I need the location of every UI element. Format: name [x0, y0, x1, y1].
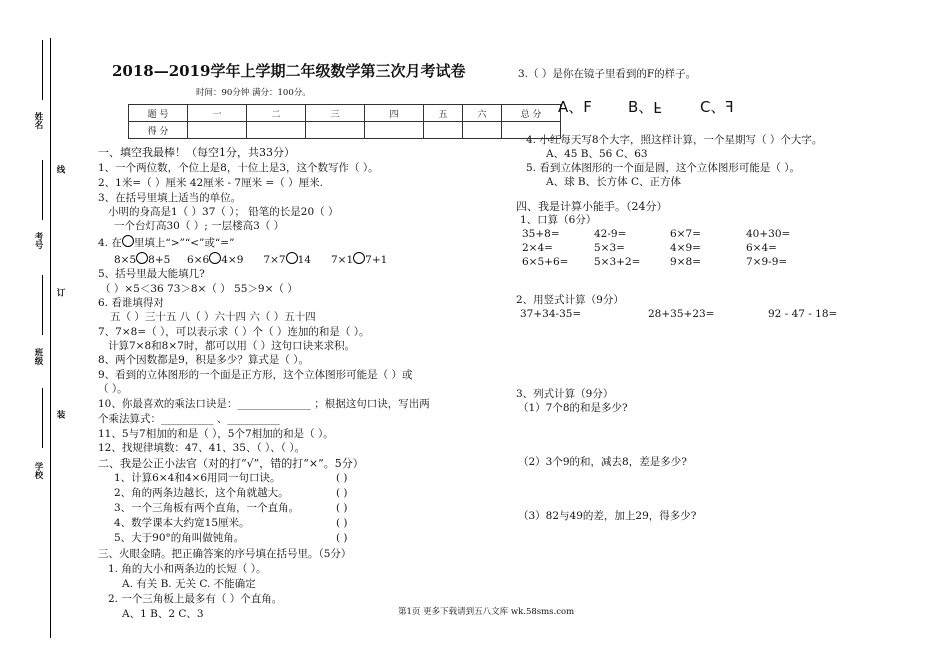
question-6: 6. 看谁填得对: [98, 297, 164, 309]
choice-4-options: A、45 B、56 C、63: [546, 148, 648, 160]
section-1-title: 一、填空我最棒！（每空1分，共33分）: [98, 146, 295, 159]
question-3a: 小明的身高是1（ ）37（ ）； 铅笔的长是20（ ）: [108, 206, 339, 218]
judge-5: 5、大于90°的角叫做钝角。: [114, 532, 245, 544]
compare-circle[interactable]: [209, 252, 221, 264]
section-4-title: 四、我是计算小能手。（24分）: [516, 200, 668, 213]
question-3: 3、在括号里填上适当的单位。: [98, 192, 242, 204]
f-glyph: F: [583, 98, 592, 116]
question-12: 12、找规律填数：47、41、35、（ ）、（ ）。: [98, 442, 306, 454]
fill-line-4: [42, 388, 43, 448]
oral-title: 1、口算（6分）: [520, 214, 597, 226]
question-3b: 一个台灯高30（ ）; 一层楼高3（ ）: [114, 220, 285, 232]
vertical-calc-title: 2、用竖式计算（9分）: [516, 294, 624, 306]
judge-4-answer[interactable]: ( ): [336, 517, 348, 529]
f-glyph-flipped: F: [653, 98, 662, 116]
option-label: B、: [628, 98, 654, 116]
score-cell: 六: [463, 105, 502, 122]
judge-5-answer[interactable]: ( ): [336, 532, 348, 544]
choice-1-options: A. 有关 B. 无关 C. 不能确定: [122, 578, 256, 590]
score-cell: 总 分: [502, 105, 561, 122]
score-cell: 四: [365, 105, 424, 122]
class-label: 班级: [33, 348, 43, 365]
mirror-option-c[interactable]: [700, 96, 734, 117]
judge-1-answer[interactable]: ( ): [336, 472, 348, 484]
choice-5-options: A、球 B、长方体 C、正方体: [546, 176, 682, 188]
bind-mark-1: 线: [55, 165, 65, 174]
question-5: 5、括号里最大能填几?: [98, 268, 205, 280]
score-cell: 五: [424, 105, 463, 122]
question-5a: （ ）×5＜36 73＞8×（ ） 55＞9×（ ）: [100, 283, 298, 295]
oral-item: 6×7=: [670, 228, 701, 240]
question-9: 9、看到的立体图形的一个面是正方形，这个立体图形可能是（ ）或: [98, 369, 413, 381]
oral-item: 42-9=: [594, 228, 627, 240]
question-9b: （ ）。: [98, 383, 128, 395]
mirror-option-b[interactable]: [628, 96, 662, 117]
id-label: 考号: [33, 232, 43, 249]
binding-line: [50, 38, 51, 638]
fill-line-1: [42, 40, 43, 100]
word-problem-1: （1）7个8的和是多少?: [518, 402, 628, 414]
score-cell[interactable]: [247, 122, 306, 139]
q4-expr: 8×5: [114, 254, 137, 266]
question-10: 10、你最喜欢的乘法口诀是：______________ ；根据这句口诀，写出两: [98, 398, 430, 410]
q4-expr: 7×7: [263, 254, 286, 266]
vertical-calc-1: 37+34-35=: [520, 308, 582, 320]
choice-3: 3.（ ）是你在镜子里看到的F的样子。: [518, 68, 697, 80]
question-10b: 个乘法算式：__________ 、__________: [98, 413, 280, 425]
bind-mark-2: 订: [55, 288, 65, 297]
question-11: 11、5与7相加的和是（ ），5个7相加的和是（ ）。: [98, 428, 334, 440]
judge-1: 1、计算6×4和4×6用同一句口诀。: [114, 472, 281, 484]
vertical-calc-2: 28+35+23=: [648, 308, 715, 320]
score-cell[interactable]: [463, 122, 502, 139]
oral-item: 6×4=: [746, 242, 777, 254]
question-6a: 五（ ）三十五 八（ ）六十四 六（ ）五十四: [110, 311, 316, 323]
oral-item: 6×5+6=: [522, 256, 569, 268]
q4-expr: 14: [297, 254, 311, 266]
word-problem-3: （3）82与49的差，加上29，得多少?: [518, 510, 697, 522]
choice-2-options: A、1 B、2 C、3: [122, 608, 204, 620]
question-8: 8、两个因数都是9，积是多少？算式是（ ）。: [98, 354, 309, 366]
mirror-option-a[interactable]: [558, 96, 592, 117]
exam-meta: 时间：90分钟 满分：100分。: [196, 88, 311, 98]
compare-circle[interactable]: [286, 252, 298, 264]
choice-2: 2. 一个三角板上最多有（ ）个直角。: [108, 593, 283, 605]
compare-circle[interactable]: [136, 252, 148, 264]
score-cell: 三: [306, 105, 365, 122]
score-cell[interactable]: [424, 122, 463, 139]
fill-line-3: [42, 275, 43, 335]
score-cell: 一: [188, 105, 247, 122]
question-4-items: [114, 252, 387, 267]
vertical-calc-3: 92 - 47 - 18=: [768, 308, 838, 320]
q4-expr: 4×9: [221, 254, 244, 266]
judge-3: 3、一个三角板有两个直角，一个直角。: [114, 502, 300, 514]
q4-expr: 8+5: [148, 254, 171, 266]
exam-title: 2018—2019学年上学期二年级数学第三次月考试卷: [112, 62, 466, 80]
score-cell: 得 分: [129, 122, 188, 139]
q4-expr: 7×1: [331, 254, 354, 266]
question-4: [98, 235, 234, 250]
section-3-title: 三、火眼金睛。把正确答案的序号填在括号里。（5分）: [98, 548, 352, 560]
oral-item: 4×9=: [670, 242, 701, 254]
question-4-lead: 4. 在: [98, 237, 122, 249]
question-2: 2、1米=（ ）厘米 42厘米 - 7厘米 =（ ）厘米.: [98, 177, 323, 189]
score-cell[interactable]: [365, 122, 424, 139]
fill-line-2: [42, 160, 43, 220]
score-cell: 二: [247, 105, 306, 122]
choice-1: 1. 角的大小和两条边的长短（ ）。: [108, 563, 267, 575]
compare-circle[interactable]: [353, 252, 365, 264]
q4-expr: 7+1: [365, 254, 388, 266]
score-table-header-row: [129, 105, 561, 122]
question-1: 1、一个两位数，个位上是8，十位上是3，这个数写作（ ）。: [98, 162, 379, 174]
judge-3-answer[interactable]: ( ): [336, 502, 348, 514]
compare-circle: [122, 235, 134, 247]
oral-item: 7×9-9=: [746, 256, 788, 268]
f-glyph-mirrored: F: [725, 98, 735, 116]
question-4-tail: 里填上“>”“<”或“=”: [133, 237, 235, 249]
choice-4: 4. 小红每天写8个大字，照这样计算，一个星期写（ ）个大字。: [526, 134, 823, 146]
oral-item: 9×8=: [670, 256, 701, 268]
question-7b: 计算7×8和8×7时，都可以用（ ）这句口诀来求积。: [108, 340, 356, 352]
word-problem-title: 3、列式计算（9分）: [516, 388, 614, 400]
question-7: 7、7×8=（ ），可以表示求（ ）个（ ）连加的和是（ ）。: [98, 326, 370, 338]
oral-item: 35+8=: [522, 228, 560, 240]
word-problem-2: （2）3个9的和，减去8，差是多少?: [518, 456, 687, 468]
judge-2: 2、角的两条边越长，这个角就越大。: [114, 487, 289, 499]
score-table: [128, 104, 561, 139]
judge-4: 4、数学课本大约宽15厘米。: [114, 517, 250, 529]
name-label: 姓名: [33, 112, 43, 129]
school-label: 学校: [33, 462, 43, 479]
oral-item: 5×3+2=: [594, 256, 641, 268]
oral-item: 2×4=: [522, 242, 553, 254]
score-cell: 题 号: [129, 105, 188, 122]
judge-2-answer[interactable]: ( ): [336, 487, 348, 499]
oral-item: 5×3=: [594, 242, 625, 254]
option-label: A、: [558, 98, 584, 116]
score-table-score-row: [129, 122, 561, 139]
section-2-title: 二、我是公正小法官（对的打“√”，错的打“×”。5分）: [98, 457, 364, 470]
page-footer: 第1页 更多下载请到五八文库 wk.58sms.com: [398, 607, 575, 617]
oral-item: 40+30=: [746, 228, 791, 240]
bind-mark-3: 装: [55, 410, 65, 419]
choice-5: 5. 看到立体图形的一个面是圆，这个立体图形可能是（ ）。: [526, 162, 800, 174]
option-label: C、: [700, 98, 726, 116]
q4-expr: 6×6: [187, 254, 210, 266]
score-cell[interactable]: [188, 122, 247, 139]
score-cell[interactable]: [306, 122, 365, 139]
